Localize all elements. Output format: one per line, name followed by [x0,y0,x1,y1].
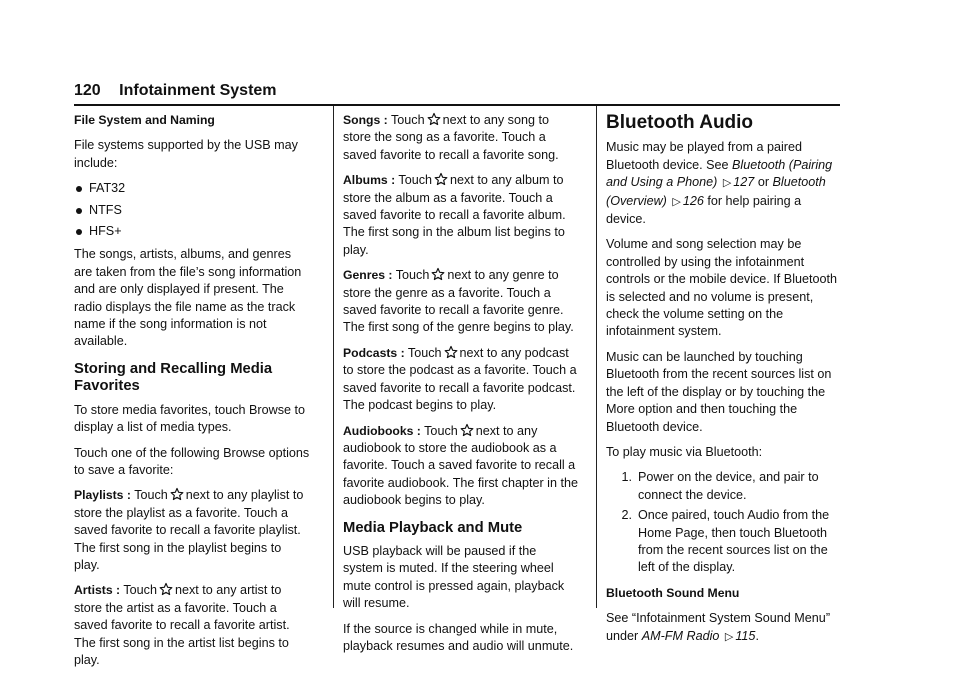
storing-heading: Storing and Recalling Media Favorites [74,360,273,395]
bullet-icon [76,208,82,214]
xref-link[interactable]: AM-FM Radio [641,628,720,643]
artists-entry: Artists : Touch next to any artist to store the artist as a favorite. Touch a saved favorite to recall a favorite artist. The first song in the artist list begins to play. [74,583,290,667]
star-outline-icon [427,112,441,126]
star-outline-icon [434,172,448,186]
list-item: 1. Power on the device, and pair to connect the device. [621,470,819,502]
column-3 [606,112,842,654]
column-divider [596,106,597,608]
audiobooks-entry: Audiobooks : Touch next to any audiobook to store the audiobook as a favorite. Touch a saved favorite to recall a favorite audiobook. The first chapter in the audiobook begins to play. [343,423,578,508]
genres-entry: Genres : Touch next to any genre to store the genre as a favorite. Touch a saved favorite to recall a favorite genre. The first song of the genre begins to play. [343,268,574,335]
chapter-title: Infotainment System [119,82,277,99]
albums-entry: Albums : Touch next to any album to store the album as a favorite. Touch a saved favorite to recall a favorite album. The first song in the album list begins to play. [343,173,566,257]
playlists-entry: Playlists : Touch next to any playlist to store the playlist as a favorite. Touch a saved favorite to recall a favorite playlist. The first song in the playlist begins to play. [74,488,304,572]
fs-list [74,180,310,240]
triangle-right-icon: ▷ [722,177,732,190]
xref-page[interactable]: 115 [735,628,756,643]
fs-intro: File systems supported by the USB may include: [74,138,298,170]
storing-para-1: To store media favorites, touch Browse to display a list of media types. [74,402,305,435]
bt-para-1: Music may be played from a paired Bluetooth device. See Bluetooth (Pairing and Using a Phone) ▷ 127 or Bluetooth (Overview) ▷ 126 for help pairing a device. [606,140,833,227]
star-outline-icon [159,582,173,596]
bt-para-4: To play music via Bluetooth: [606,444,763,459]
column-1 [74,112,310,677]
page-header [74,82,840,104]
songs-paragraph: The songs, artists, albums, and genres are taken from the file’s song information and are only displayed if present. The radio displays the file name as the track name if the song information is not available. [74,247,302,349]
file-system-heading: File System and Naming [74,113,215,127]
xref-link[interactable]: Bluetooth (Pairing and Using a Phone) [606,157,833,190]
media-heading: Media Playback and Mute [343,519,523,536]
header-rule [74,104,840,106]
star-outline-icon [170,487,184,501]
list-item: HFS+ [74,223,310,240]
songs-entry: Songs : Touch next to any song to store the song as a favorite. Touch a saved favorite to recall a favorite song. [343,113,559,162]
bt-para-2: Volume and song selection may be controlled by using the infotainment controls or the mobile device. If Bluetooth is selected and no volume is present, check the volume setting on the infotainment system. [606,237,838,339]
bt-sound-para: See “Infotainment System Sound Menu” under AM-FM Radio ▷ 115. [606,611,831,643]
list-item: 2. Once paired, touch Audio from the Home Page, then touch Bluetooth from the recent sources list on the left of the display. [621,508,830,575]
star-outline-icon [460,423,474,437]
storing-para-2: Touch one of the following Browse options to save a favorite: [74,445,310,477]
list-item: NTFS [74,202,310,219]
bullet-icon [76,186,82,192]
bluetooth-audio-heading: Bluetooth Audio [606,112,754,133]
xref-link[interactable]: Bluetooth (Overview) [606,175,826,208]
bt-sound-heading: Bluetooth Sound Menu [606,585,740,600]
media-para-2: If the source is changed while in mute, playback resumes and audio will unmute. [343,621,574,653]
column-2 [343,112,579,663]
list-item: FAT32 [74,180,310,197]
star-outline-icon [431,267,445,281]
bullet-icon [76,229,82,235]
xref-page[interactable]: 126 [682,193,704,208]
bt-steps [606,469,842,576]
bt-para-3: Music can be launched by touching Bluetooth from the recent sources list on the left of the display or by touching the More option and then touching the Bluetooth device. [606,349,832,434]
triangle-right-icon: ▷ [724,630,734,643]
star-outline-icon [444,345,458,359]
column-divider [333,106,334,608]
triangle-right-icon: ▷ [672,195,681,208]
podcasts-entry: Podcasts : Touch next to any podcast to store the podcast as a favorite. Touch a saved favorite to recall a favorite podcast. The podcast begins to play. [343,345,577,413]
media-para-1: USB playback will be paused if the system is muted. If the steering wheel mute control is pressed again, playback will resume. [343,543,565,611]
page-number: 120 [74,82,101,99]
xref-page[interactable]: 127 [733,175,755,190]
